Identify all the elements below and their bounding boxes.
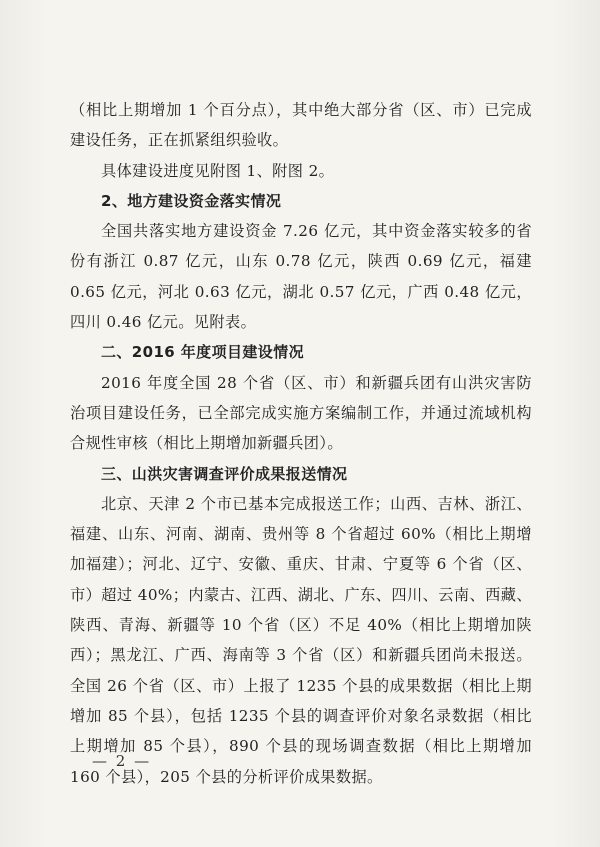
section-heading-survey-results: 三、山洪灾害调查评价成果报送情况 bbox=[101, 464, 348, 483]
paragraph-2016-projects: 2016 年度全国 28 个省（区、市）和新疆兵团有山洪灾害防治项目建设任务，已全部完成实施方案编制工作，并通过流域机构合规性审核（相比上期增加新疆兵团）。 bbox=[70, 373, 532, 453]
page-number: — 2 — bbox=[92, 752, 152, 770]
paragraph-survey-results: 北京、天津 2 个市已基本完成报送工作；山西、吉林、浙江、福建、山东、河南、湖南、贵州等 8 个省超过 60%（相比上期增加福建）；河北、辽宁、安徽、重庆、甘肃、宁夏等 6 个省（区、市）超过 40%；内蒙古、江西、湖北、广东、四川、云南、西藏、陕西、青海、新疆等 10 个省（区）不足 40%（相比上期增加陕西）；黑龙江、广西、海南等 3 个省（区）和新疆兵团尚未报送。全国 26 个省（区、市）上报了 1235 个县的成果数据（相比上期增加 85 个县），包括 1235 个县的调查评价对象名录数据（相比上期增加 85 个县），890 个县的现场调查数据（相比上期增加 160 个县），205 个县的分析评价成果数据。 bbox=[70, 494, 532, 786]
document-body bbox=[70, 95, 532, 792]
section-heading-2016-projects: 二、2016 年度项目建设情况 bbox=[101, 343, 304, 362]
paragraph-local-funds: 全国共落实地方建设资金 7.26 亿元，其中资金落实较多的省份有浙江 0.87 亿元，山东 0.78 亿元，陕西 0.69 亿元，福建 0.65 亿元，河北 0.63 亿元，湖北 0.57 亿元，广西 0.48 亿元，四川 0.46 亿元。见附表。 bbox=[70, 222, 532, 332]
paragraph-continuation: （相比上期增加 1 个百分点），其中绝大部分省（区、市）已完成建设任务，正在抓紧组织验收。 bbox=[70, 101, 532, 150]
section-heading-local-funds: 2、地方建设资金落实情况 bbox=[101, 191, 282, 210]
paragraph-progress-reference: 具体建设进度见附图 1、附图 2。 bbox=[101, 161, 335, 180]
